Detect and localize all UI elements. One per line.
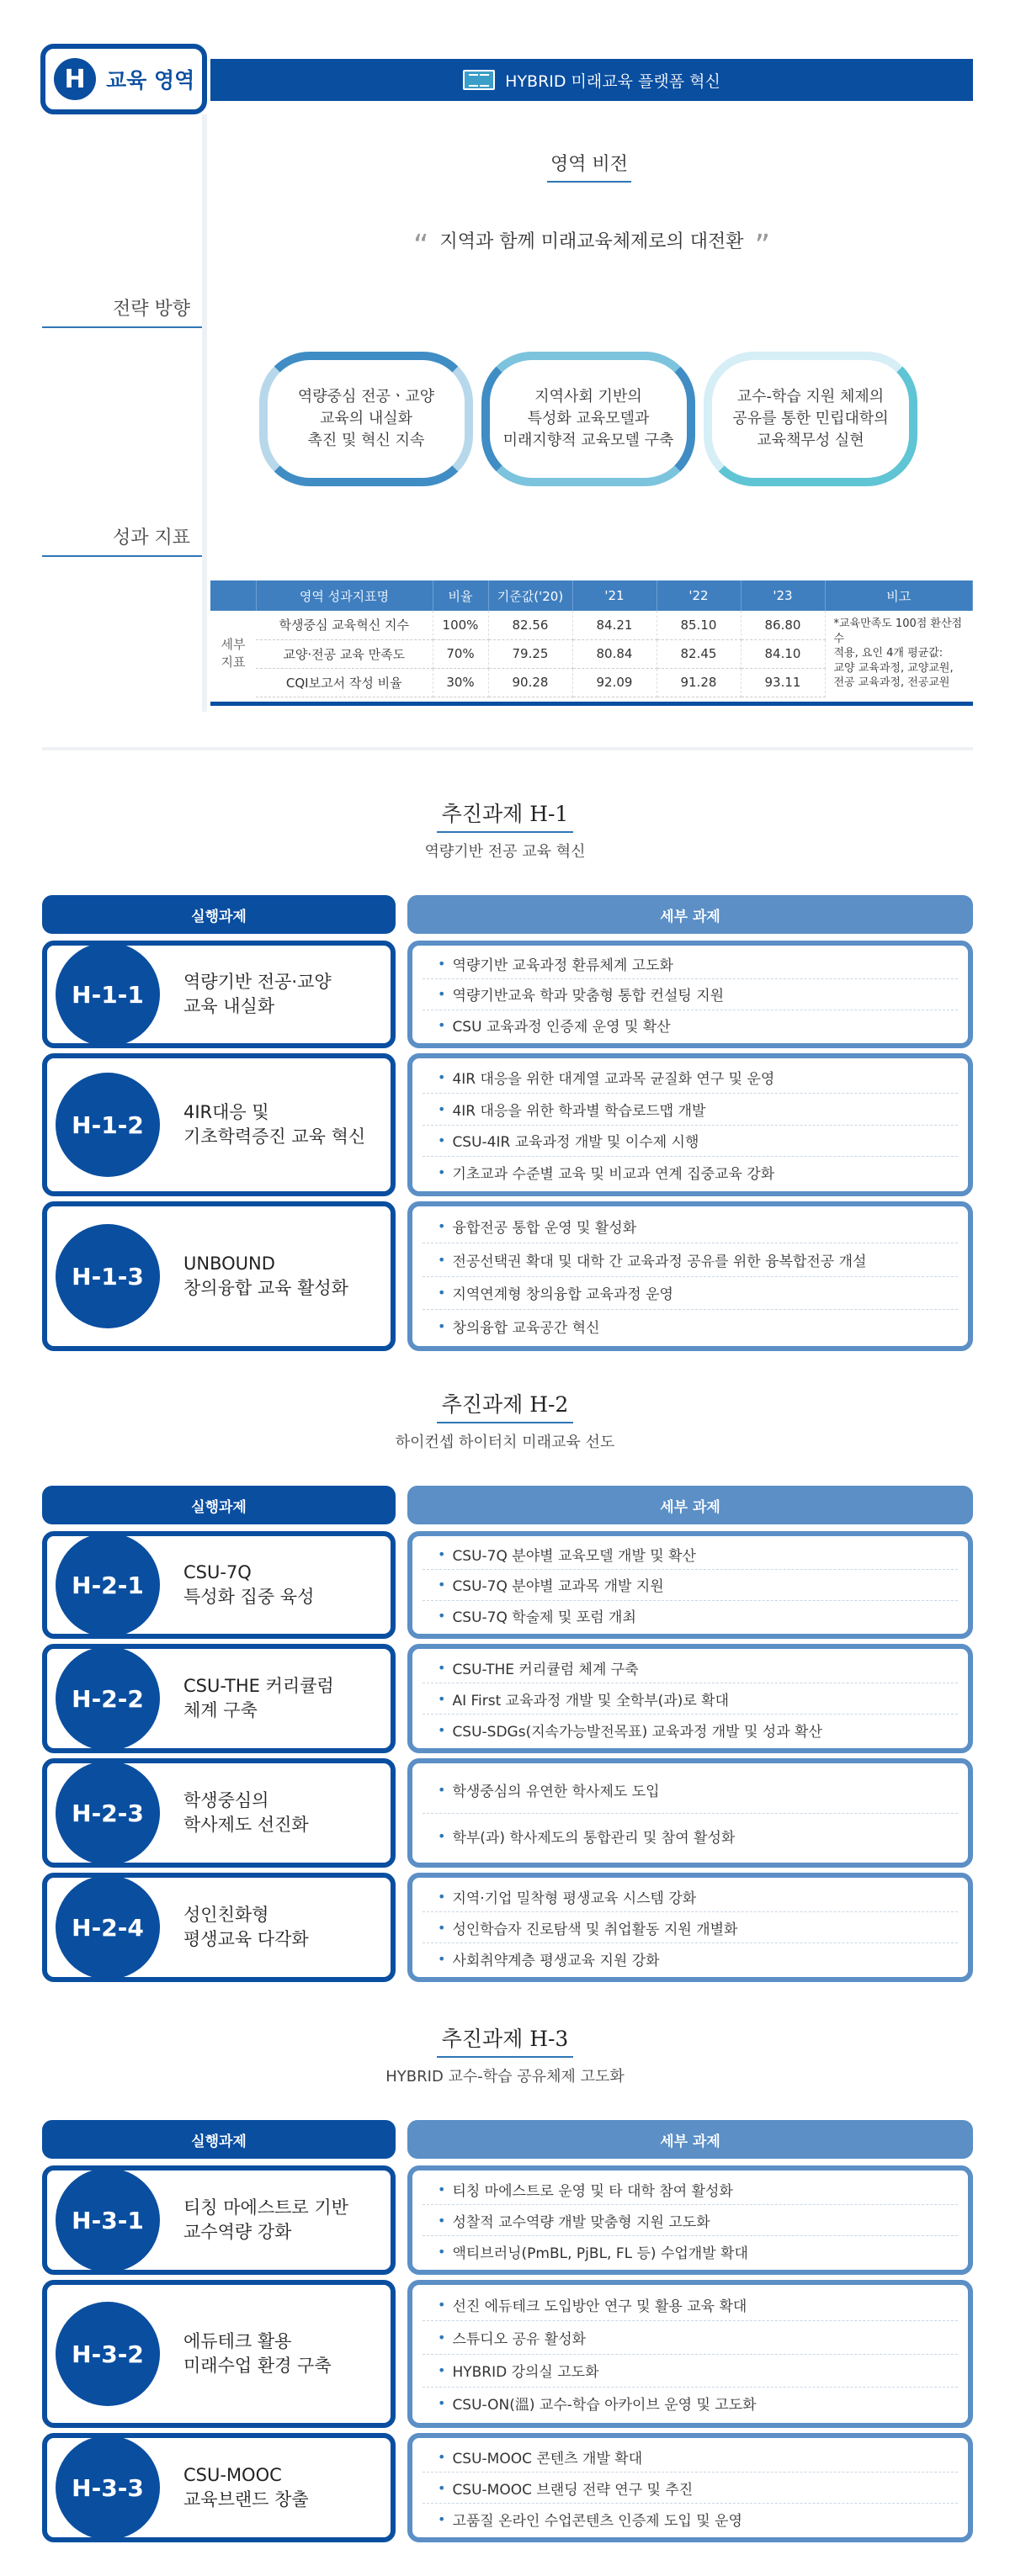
column-header-detail: 세부 과제 [407, 895, 973, 934]
task-subtitle-h1: 역량기반 전공 교육 혁신 [424, 843, 586, 861]
task-row-h-2-4 [42, 1873, 973, 1982]
task-code-circle: H-2-4 [56, 1875, 160, 1980]
detail-item: • 4IR 대응을 위한 대계열 교과목 균질화 연구 및 운영 [423, 1062, 958, 1094]
quote-open-icon: “ [412, 229, 429, 263]
task-code-circle: H-2-2 [56, 1646, 160, 1751]
detail-item: • 성찰적 교수역량 개발 맞춤형 지원 고도화 [423, 2205, 958, 2236]
task-title-h1: 추진과제 H-1 [0, 798, 1010, 828]
vision-statement [210, 227, 973, 263]
task-title-h3: 추진과제 H-3 [0, 2022, 1010, 2053]
kpi-row: 세부 지표 학생중심 교육혁신 지수 100% 82.56 84.21 85.10 86.80 *교육만족도 100점 환산점수 적용, 요인 4개 평균값: 교양 교육과정, 교양교원, 전공 교육과정, 전공교원 [210, 611, 973, 639]
detail-item: • 역량기반교육 학과 맞춤형 통합 컨설팅 지원 [423, 979, 958, 1010]
task-code-circle: H-2-3 [56, 1761, 160, 1865]
task-details [407, 1053, 973, 1196]
task-details [407, 1201, 973, 1351]
task-name: 4IR대응 및 기초학력증진 교육 혁신 [183, 1101, 366, 1147]
kpi-header-base: 기준값('20) [488, 580, 572, 611]
kpi-header-blank [210, 580, 256, 611]
vision-text: 지역과 함께 미래교육체제로의 대전환 [439, 231, 744, 252]
task-name: 에듀테크 활용 미래수업 환경 구축 [183, 2330, 332, 2376]
detail-item: • 티칭 마에스트로 운영 및 타 대학 참여 활성화 [423, 2174, 958, 2205]
task-code-circle: H-1-1 [56, 942, 160, 1047]
task-details [407, 2165, 973, 2275]
task-details [407, 2433, 973, 2542]
task-name: 티칭 마에스트로 기반 교수역량 강화 [183, 2197, 348, 2242]
detail-item: • CSU-4IR 교육과정 개발 및 이수제 시행 [423, 1126, 958, 1158]
detail-item: • 지역·기업 밀착형 평생교육 시스템 강화 [423, 1881, 958, 1912]
kpi-header-23: '23 [741, 580, 825, 611]
strategy-box-1: 역량중심 전공ㆍ교양 교육의 내실화 촉진 및 혁신 지속 [259, 352, 473, 486]
task-details [407, 2280, 973, 2428]
task-name: 학생중심의 학사제도 선진화 [183, 1789, 309, 1835]
task-details [407, 1873, 973, 1982]
timeline-divider [202, 114, 207, 712]
kpi-header-22: '22 [656, 580, 741, 611]
task-row-h-1-3 [42, 1201, 973, 1351]
detail-item: • CSU-MOOC 콘텐츠 개발 확대 [423, 2441, 958, 2473]
task-details [407, 1644, 973, 1753]
kpi-row: CQI보고서 작성 비율 30% 90.28 92.09 91.28 93.11 [210, 668, 973, 697]
task-code-circle: H-3-2 [56, 2302, 160, 2406]
column-header-action: 실행과제 [42, 1486, 396, 1524]
task-code-circle: H-1-2 [56, 1073, 160, 1177]
detail-item: • 액티브러닝(PmBL, PjBL, FL 등) 수업개발 확대 [423, 2236, 958, 2266]
task-row-left [42, 2280, 396, 2428]
detail-item: • 사회취약계층 평생교육 지원 강화 [423, 1943, 958, 1974]
area-badge [40, 44, 207, 114]
task-name: CSU-7Q 특성화 집중 육성 [183, 1561, 315, 1607]
task-row-h-3-1 [42, 2165, 973, 2275]
task-subtitle-h3: HYBRID 교수-학습 공유체제 고도화 [385, 2068, 625, 2086]
task-code-circle: H-2-1 [56, 1533, 160, 1637]
banner-title: HYBRID 미래교육 플랫폼 혁신 [505, 72, 720, 91]
task-details [407, 941, 973, 1048]
task-row-left [42, 2433, 396, 2542]
badge-title: 교육 영역 [106, 68, 195, 93]
vision-heading: 영역 비전 [547, 150, 631, 183]
detail-item: • 기초교과 수준별 교육 및 비교과 연계 집중교육 강화 [423, 1157, 958, 1188]
detail-item: • 학생중심의 유연한 학사제도 도입 [423, 1767, 958, 1814]
detail-item: • CSU-THE 커리큘럼 체계 구축 [423, 1652, 958, 1683]
task-row-h-1-1 [42, 941, 973, 1048]
task-details [407, 1758, 973, 1868]
task-row-left [42, 1053, 396, 1196]
detail-item: • CSU-MOOC 브랜딩 전략 연구 및 추진 [423, 2473, 958, 2504]
task-row-h-3-3 [42, 2433, 973, 2542]
detail-item: • 지역연계형 창의융합 교육과정 운영 [423, 1277, 958, 1311]
column-header-action: 실행과제 [42, 2120, 396, 2159]
kpi-label: 성과 지표 [42, 523, 202, 557]
platform-banner [210, 59, 973, 101]
task-row-left [42, 1531, 396, 1639]
task-row-left [42, 1644, 396, 1753]
task-row-h-3-2 [42, 2280, 973, 2428]
detail-item: • 고품질 온라인 수업콘텐츠 인증제 도입 및 운영 [423, 2504, 958, 2534]
task-name: CSU-MOOC 교육브랜드 창출 [183, 2464, 309, 2510]
detail-item: • CSU-ON(溫) 교수-학습 아카이브 운영 및 고도화 [423, 2388, 958, 2420]
task-title-h2: 추진과제 H-2 [0, 1388, 1010, 1418]
kpi-table-bottom-rule [210, 702, 973, 706]
task-row-left [42, 1201, 396, 1351]
task-subtitle-h2: 하이컨셉 하이터치 미래교육 선도 [395, 1434, 615, 1451]
task-name: 성인친화형 평생교육 다각화 [183, 1904, 309, 1949]
detail-item: • 학부(과) 학사제도의 통합관리 및 참여 활성화 [423, 1814, 958, 1860]
kpi-note: *교육만족도 100점 환산점수 적용, 요인 4개 평균값: 교양 교육과정, 교양교원, 전공 교육과정, 전공교원 [833, 617, 963, 690]
book-icon [463, 70, 495, 90]
detail-item: • 융합전공 통합 운영 및 활성화 [423, 1210, 958, 1243]
task-row-left [42, 2165, 396, 2275]
detail-item: • 성인학습자 진로탐색 및 취업활동 지원 개별화 [423, 1912, 958, 1943]
detail-item: • 4IR 대응을 위한 학과별 학습로드맵 개발 [423, 1094, 958, 1126]
detail-item: • 역량기반 교육과정 환류체계 고도화 [423, 949, 958, 979]
task-row-h-2-3 [42, 1758, 973, 1868]
column-header-detail: 세부 과제 [407, 1486, 973, 1524]
kpi-header-note: 비고 [825, 580, 973, 611]
strategy-box-2: 지역사회 기반의 특성화 교육모델과 미래지향적 교육모델 구축 [481, 352, 695, 486]
kpi-table [210, 580, 973, 697]
detail-item: • CSU 교육과정 인증제 운영 및 확산 [423, 1010, 958, 1040]
kpi-row: 교양·전공 교육 만족도 70% 79.25 80.84 82.45 84.10 [210, 639, 973, 668]
kpi-header-ratio: 비율 [433, 580, 488, 611]
task-code-circle: H-3-1 [56, 2168, 160, 2272]
quote-close-icon: ” [754, 229, 771, 263]
kpi-header-name: 영역 성과지표명 [256, 580, 433, 611]
task-name: 역량기반 전공·교양 교육 내실화 [183, 971, 332, 1016]
detail-item: • CSU-SDGs(지속가능발전목표) 교육과정 개발 및 성과 확산 [423, 1715, 958, 1745]
section-separator [42, 747, 973, 750]
detail-item: • 선진 에듀테크 도입방안 연구 및 활용 교육 확대 [423, 2288, 958, 2321]
detail-item: • CSU-7Q 학술제 및 포럼 개최 [423, 1601, 958, 1630]
task-row-left [42, 1873, 396, 1982]
task-name: UNBOUND 창의융합 교육 활성화 [183, 1253, 348, 1298]
column-header-action: 실행과제 [42, 895, 396, 934]
detail-item: • 창의융합 교육공간 혁신 [423, 1310, 958, 1343]
task-row-left [42, 1758, 396, 1868]
strategy-box-3: 교수-학습 지원 체제의 공유를 통한 민립대학의 교육책무성 실현 [704, 352, 917, 486]
task-row-h-2-2 [42, 1644, 973, 1753]
column-header-detail: 세부 과제 [407, 2120, 973, 2159]
strategy-label: 전략 방향 [42, 294, 202, 328]
kpi-header-row [210, 580, 973, 611]
task-row-h-2-1 [42, 1531, 973, 1639]
detail-item: • HYBRID 강의실 고도화 [423, 2355, 958, 2388]
detail-item: • 스튜디오 공유 활성화 [423, 2321, 958, 2354]
kpi-header-21: '21 [572, 580, 656, 611]
task-name: CSU-THE 커리큘럼 체계 구축 [183, 1675, 334, 1720]
task-details [407, 1531, 973, 1639]
task-code-circle: H-3-3 [56, 2436, 160, 2540]
task-row-left [42, 941, 396, 1048]
kpi-rowhead: 세부 지표 [221, 637, 246, 670]
badge-letter: H [54, 58, 96, 100]
detail-item: • CSU-7Q 분야별 교과목 개발 지원 [423, 1570, 958, 1600]
detail-item: • CSU-7Q 분야별 교육모델 개발 및 확산 [423, 1540, 958, 1570]
detail-item: • AI First 교육과정 개발 및 全학부(과)로 확대 [423, 1683, 958, 1715]
task-code-circle: H-1-3 [56, 1224, 160, 1328]
detail-item: • 전공선택권 확대 및 대학 간 교육과정 공유를 위한 융복합전공 개설 [423, 1243, 958, 1277]
task-row-h-1-2 [42, 1053, 973, 1196]
